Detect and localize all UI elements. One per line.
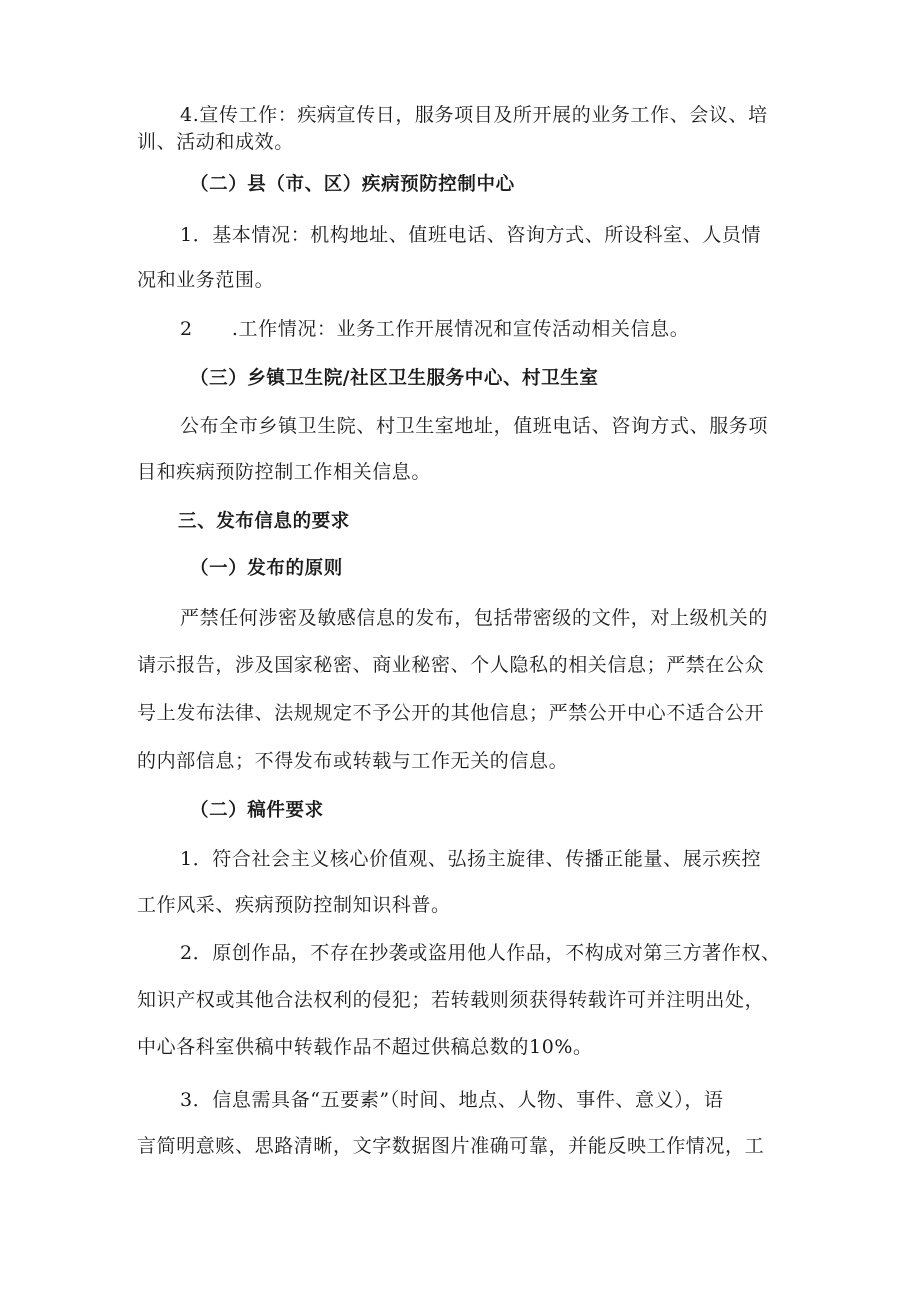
text-line: 的内部信息；不得发布或转载与工作无关的信息。 [137,750,569,772]
text-line: 言简明意赅、思路清晰，文字数据图片准确可靠，并能反映工作情况，工 [137,1135,765,1157]
text-line: 3．信息需具备“五要素”（时间、地点、人物、事件、意义），语 [180,1089,724,1111]
text-line: 公布全市乡镇卫生院、村卫生室地址，值班电话、咨询方式、服务项 [180,415,769,437]
heading-text: （二）县（市、区）疾病预防控制中心 [190,174,515,195]
text-line: 1．基本情况：机构地址、值班电话、咨询方式、所设科室、人员情 [180,224,762,246]
text-line: 工作风采、疾病预防控制知识科普。 [137,894,451,916]
text-line: 目和疾病预防控制工作相关信息。 [137,461,432,483]
text-line: 训、活动和成效。 [137,131,294,153]
text-line: 4.宣传工作：疾病宣传日，服务项目及所开展的业务工作、会议、培 [180,104,768,126]
heading-text: （二）稿件要求 [190,800,324,821]
text-line: 2 .工作情况：业务工作开展情况和宣传活动相关信息。 [180,318,690,340]
text-line: 号上发布法律、法规规定不予公开的其他信息；严禁公开中心不适合公开 [137,702,765,724]
heading-text: （一）发布的原则 [190,558,343,579]
text-line: 请示报告，涉及国家秘密、商业秘密、个人隐私的相关信息；严禁在公众 [137,654,765,676]
text-line: 2．原创作品，不存在抄袭或盗用他人作品，不构成对第三方著作权、 [180,942,781,964]
heading-text: （三）乡镇卫生院/社区卫生服务中心、村卫生室 [190,368,599,389]
text-line: 知识产权或其他合法权利的侵犯；若转载则须获得转载许可并注明出处， [137,989,765,1011]
text-line: 1．符合社会主义核心价值观、弘扬主旋律、传播正能量、展示疾控 [180,848,762,870]
text-line: 严禁任何涉密及敏感信息的发布，包括带密级的文件，对上级机关的 [180,607,769,629]
text-line: 中心各科室供稿中转载作品不超过供稿总数的10%。 [137,1036,593,1058]
text-line: 况和业务范围。 [137,269,275,291]
heading-text: 三、发布信息的要求 [178,511,350,532]
